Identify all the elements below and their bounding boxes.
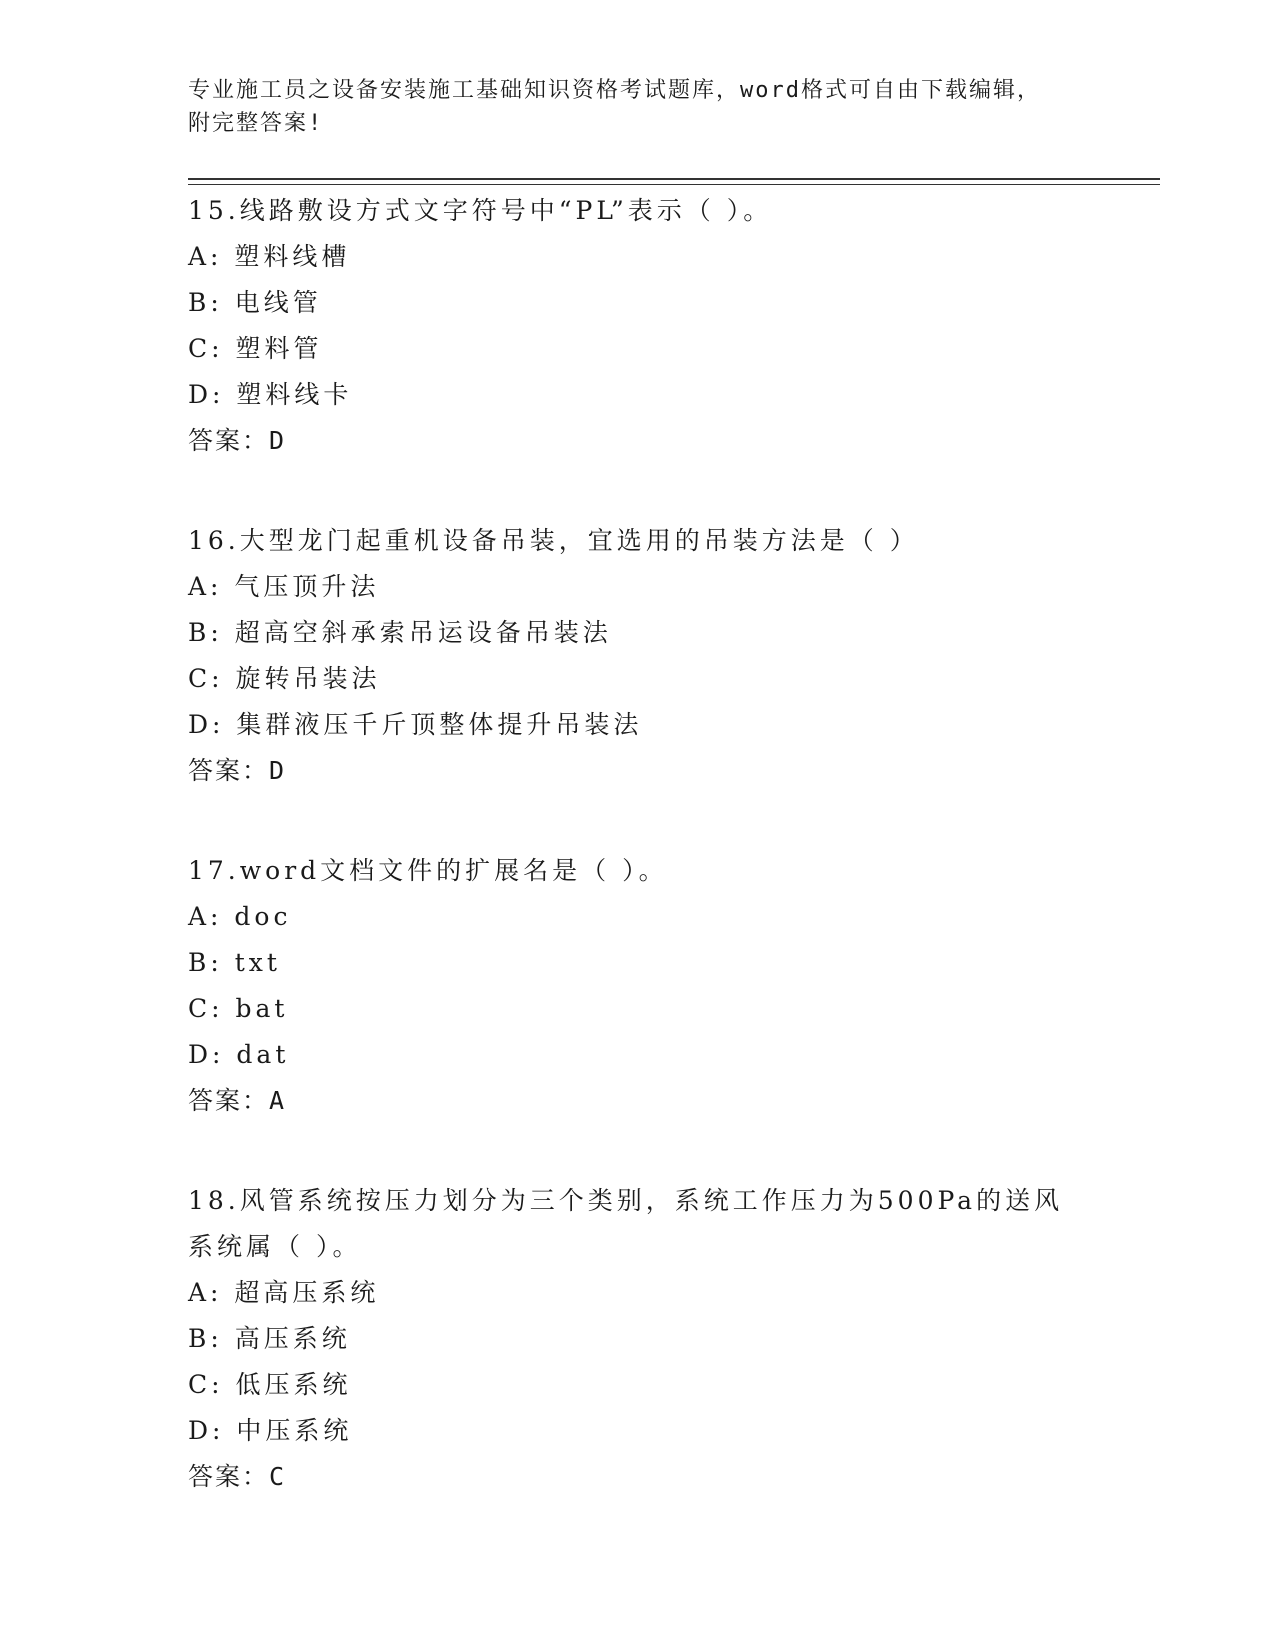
question-stem: 15.线路敷设方式文字符号中“PL”表示（ ）。	[188, 196, 773, 225]
option-a: A: 塑料线槽	[188, 242, 351, 271]
header-line-2: 附完整答案!	[188, 111, 324, 136]
option-d: D: 集群液压千斤顶整体提升吊装法	[188, 710, 643, 739]
option-c: C: bat	[188, 994, 289, 1023]
question-17	[188, 848, 1160, 1124]
option-b: B: 高压系统	[188, 1324, 351, 1353]
document-page	[188, 0, 1160, 1650]
question-stem: 17.word文档文件的扩展名是（ ）。	[188, 856, 668, 885]
header-divider	[188, 178, 1160, 185]
option-b: B: txt	[188, 948, 281, 977]
option-d: D: 塑料线卡	[188, 380, 353, 409]
option-c: C: 低压系统	[188, 1370, 352, 1399]
option-d: D: 中压系统	[188, 1416, 353, 1445]
answer-line: 答案：A	[188, 1086, 287, 1115]
question-18	[188, 1178, 1160, 1500]
option-b: B: 电线管	[188, 288, 322, 317]
option-d: D: dat	[188, 1040, 290, 1069]
document-header	[188, 74, 1088, 140]
option-c: C: 旋转吊装法	[188, 664, 381, 693]
question-stem: 18.风管系统按压力划分为三个类别，系统工作压力为500Pa的送风系统属（ ）。	[188, 1186, 1064, 1261]
option-a: A: doc	[188, 902, 292, 931]
option-a: A: 气压顶升法	[188, 572, 380, 601]
answer-line: 答案：D	[188, 756, 287, 785]
option-b: B: 超高空斜承索吊运设备吊装法	[188, 618, 612, 647]
question-stem: 16.大型龙门起重机设备吊装，宜选用的吊装方法是（ ）	[188, 526, 919, 555]
option-a: A: 超高压系统	[188, 1278, 380, 1307]
answer-line: 答案：D	[188, 426, 287, 455]
option-c: C: 塑料管	[188, 334, 323, 363]
answer-line: 答案：C	[188, 1462, 287, 1491]
question-16	[188, 518, 1160, 794]
question-15	[188, 188, 1160, 464]
header-line-1: 专业施工员之设备安装施工基础知识资格考试题库，word格式可自由下载编辑，	[188, 78, 1041, 103]
question-list	[188, 188, 1160, 1554]
